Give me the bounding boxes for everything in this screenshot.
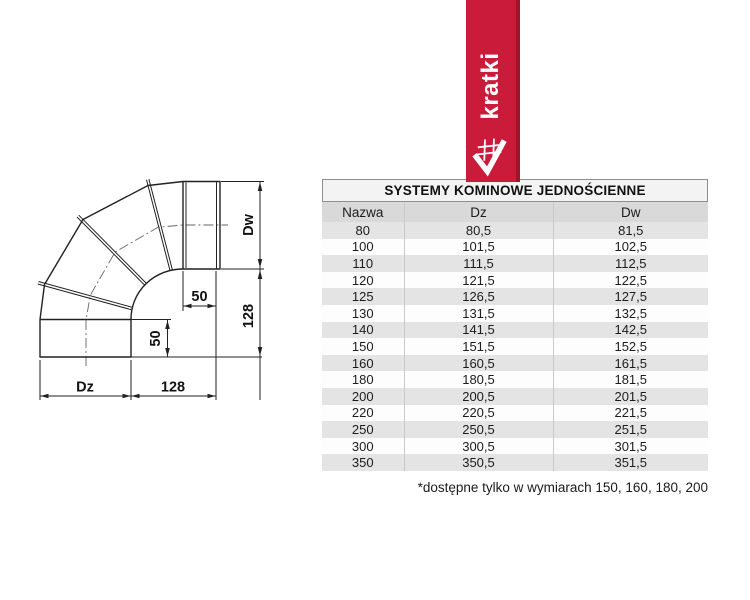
cell-dz: 350,5	[404, 454, 553, 471]
cell-dz: 250,5	[404, 421, 553, 438]
table-row	[322, 288, 708, 305]
col-header-nazwa: Nazwa	[322, 202, 404, 222]
table-row	[322, 355, 708, 372]
cell-dz: 141,5	[404, 322, 553, 339]
cell-dz: 151,5	[404, 338, 553, 355]
cell-nazwa: 220	[322, 405, 404, 422]
cell-dz: 101,5	[404, 239, 553, 256]
dim-label-50-outlet: 50	[191, 289, 208, 305]
cell-nazwa: 200	[322, 388, 404, 405]
cell-nazwa: 180	[322, 371, 404, 388]
col-header-dz: Dz	[404, 202, 553, 222]
dim-label-dz: Dz	[76, 379, 94, 396]
cell-dw: 351,5	[553, 454, 708, 471]
table-row	[322, 255, 708, 272]
cell-dz: 111,5	[404, 255, 553, 272]
cell-dz: 200,5	[404, 388, 553, 405]
cell-dw: 201,5	[553, 388, 708, 405]
cell-dz: 180,5	[404, 371, 553, 388]
cell-nazwa: 300	[322, 438, 404, 455]
cell-dw: 221,5	[553, 405, 708, 422]
table-row	[322, 272, 708, 289]
cell-dw: 161,5	[553, 355, 708, 372]
elbow-outer-outline	[40, 182, 183, 320]
table-row	[322, 371, 708, 388]
table-row	[322, 239, 708, 256]
table-row	[322, 405, 708, 422]
dim-label-128-horizontal: 128	[160, 379, 186, 396]
table-row	[322, 222, 708, 239]
spec-table	[322, 202, 708, 471]
cell-nazwa: 250	[322, 421, 404, 438]
cell-nazwa: 130	[322, 305, 404, 322]
table-row	[322, 454, 708, 471]
cell-nazwa: 100	[322, 239, 404, 256]
elbow-inner-arc	[131, 269, 183, 320]
cell-dw: 102,5	[553, 239, 708, 256]
dim-label-dw: Dw	[241, 214, 257, 236]
cell-dz: 220,5	[404, 405, 553, 422]
inlet-pipe	[40, 320, 131, 358]
brand-ribbon	[466, 0, 520, 182]
cell-nazwa: 350	[322, 454, 404, 471]
elbow-technical-drawing	[25, 163, 277, 410]
cell-dw: 142,5	[553, 322, 708, 339]
table-row	[322, 322, 708, 339]
cell-dw: 81,5	[553, 222, 708, 239]
table-row	[322, 305, 708, 322]
cell-dz: 131,5	[404, 305, 553, 322]
dimension-arrowheads	[41, 182, 263, 398]
cell-dw: 301,5	[553, 438, 708, 455]
table-row	[322, 338, 708, 355]
cell-dz: 80,5	[404, 222, 553, 239]
cell-nazwa: 120	[322, 272, 404, 289]
cell-nazwa: 110	[322, 255, 404, 272]
seam-3	[147, 179, 173, 270]
cell-dw: 127,5	[553, 288, 708, 305]
cell-dw: 251,5	[553, 421, 708, 438]
table-row	[322, 421, 708, 438]
availability-footnote: *dostępne tylko w wymiarach 150, 160, 180, 200	[417, 480, 708, 495]
table-row	[322, 438, 708, 455]
cell-nazwa: 150	[322, 338, 404, 355]
brand-name: kratki	[477, 52, 504, 120]
table-row	[322, 388, 708, 405]
outlet-joint-seams	[186, 182, 217, 269]
cell-nazwa: 80	[322, 222, 404, 239]
cell-dz: 126,5	[404, 288, 553, 305]
cell-dz: 160,5	[404, 355, 553, 372]
kratki-logo-icon	[470, 138, 512, 178]
cell-dw: 181,5	[553, 371, 708, 388]
seam-2	[77, 215, 147, 286]
cell-dw: 112,5	[553, 255, 708, 272]
cell-dw: 122,5	[553, 272, 708, 289]
col-header-dw: Dw	[553, 202, 708, 222]
cell-dz: 121,5	[404, 272, 553, 289]
table-header-row	[322, 202, 708, 222]
cell-dw: 132,5	[553, 305, 708, 322]
cell-nazwa: 160	[322, 355, 404, 372]
cell-dw: 152,5	[553, 338, 708, 355]
seam-1	[38, 282, 133, 311]
dim-label-128-vertical: 128	[241, 303, 257, 329]
cell-nazwa: 125	[322, 288, 404, 305]
cell-dz: 300,5	[404, 438, 553, 455]
cell-nazwa: 140	[322, 322, 404, 339]
dim-label-50-inlet: 50	[148, 330, 164, 347]
table-title: SYSTEMY KOMINOWE JEDNOŚCIENNE	[322, 179, 708, 202]
